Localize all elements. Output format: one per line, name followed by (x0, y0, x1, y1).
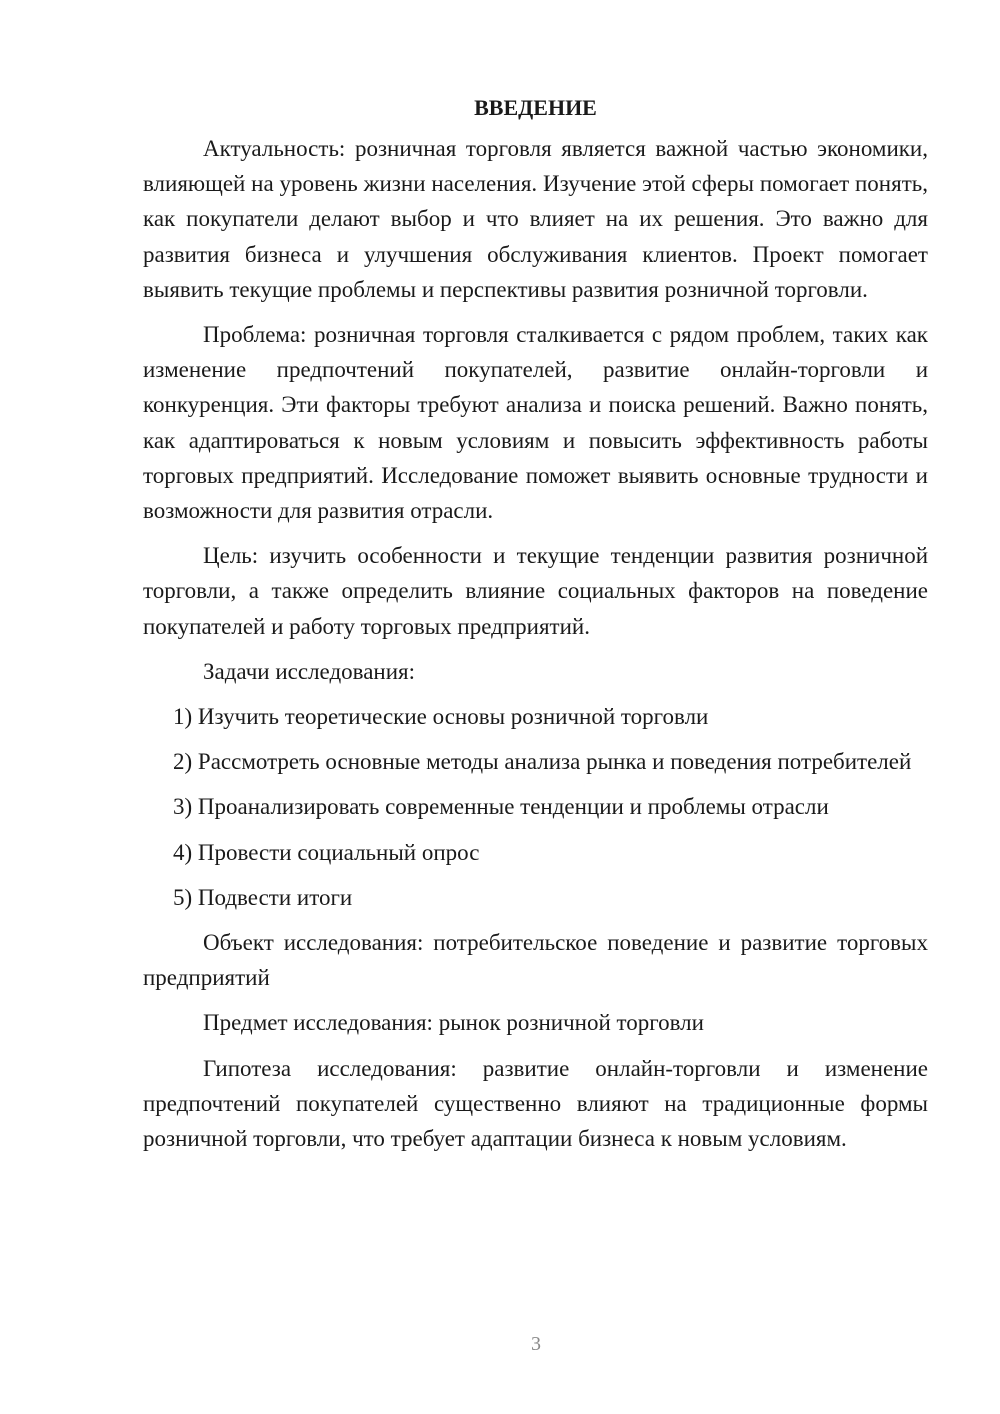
task-item-3: 3) Проанализировать современные тенденции и проблемы отрасли (173, 794, 829, 820)
task-item-1: 1) Изучить теоретические основы розничной торговли (173, 704, 709, 730)
task-item-2: 2) Рассмотреть основные методы анализа рынка и поведения потребителей (173, 749, 912, 775)
page-number: 3 (531, 1333, 541, 1355)
paragraph-hypothesis: Гипотеза исследования: развитие онлайн-торговли и изменение предпочтений покупателей существенно влияют на традиционные формы розничной торговли, что требует адаптации бизнеса к новым условиям. (143, 1055, 928, 1152)
paragraph-subject: Предмет исследования: рынок розничной торговли (203, 1010, 704, 1036)
paragraph-goal: Цель: изучить особенности и текущие тенденции развития розничной торговли, а также определить влияние социальных факторов на поведение покупателей и работу торговых предприятий. (143, 543, 928, 639)
paragraph-object: Объект исследования: потребительское поведение и развитие торговых предприятий (143, 930, 928, 991)
task-item-5: 5) Подвести итоги (173, 884, 353, 910)
section-title: ВВЕДЕНИЕ (474, 95, 597, 120)
paragraph-problem: Проблема: розничная торговля сталкивается с рядом проблем, таких как изменение предпочтений покупателей, развитие онлайн-торговли и конкуренция. Эти факторы требуют анализа и поиска решений. Важно понять, как адаптироваться к новым условиям и повысить эффективность работы торговых предприятий. Исследование поможет выявить основные трудности и возможности для развития отрасли. (143, 322, 928, 524)
paragraph-tasks-heading: Задачи исследования: (203, 658, 416, 684)
paragraph-relevance: Актуальность: розничная торговля является важной частью экономики, влияющей на уровень жизни населения. Изучение этой сферы помогает понять, как покупатели делают выбор и что влияет на их решения. Это важно для развития бизнеса и улучшения обслуживания клиентов. Проект помогает выявить текущие проблемы и перспективы развития розничной торговли. (143, 136, 928, 302)
task-item-4: 4) Провести социальный опрос (173, 839, 480, 865)
page-content (143, 90, 928, 1166)
